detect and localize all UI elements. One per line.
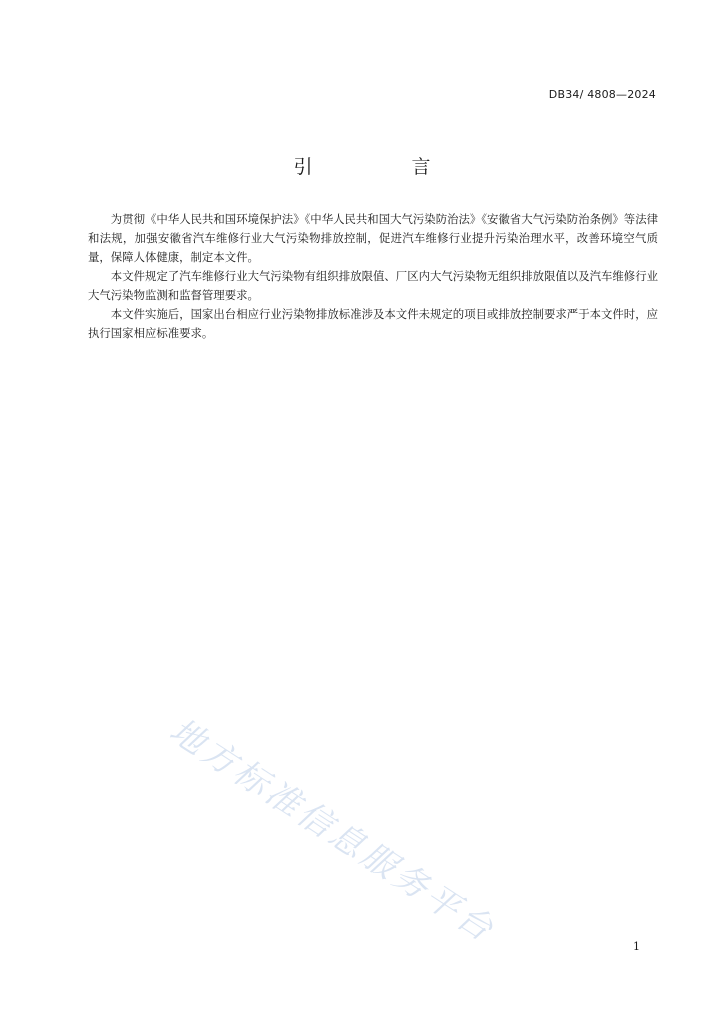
watermark: 地方标准信息服务平台 xyxy=(162,710,503,952)
paragraph-1: 为贯彻《中华人民共和国环境保护法》《中华人民共和国大气污染防治法》《安徽省大气污染防治条例》等法律和法规，加强安徽省汽车维修行业大气污染物排放控制，促进汽车维修行业提升污染治理水平，改善环境空气质量，保障人体健康，制定本文件。 xyxy=(88,212,658,264)
paragraph-3: 本文件实施后，国家出台相应行业污染物排放标准涉及本文件未规定的项目或排放控制要求严于本文件时，应执行国家相应标准要求。 xyxy=(88,307,658,340)
document-code: DB34/ 4808—2024 xyxy=(548,88,656,101)
section-title: 引 言 xyxy=(293,156,471,178)
paragraph-2: 本文件规定了汽车维修行业大气污染物有组织排放限值、厂区内大气污染物无组织排放限值以及汽车维修行业大气污染物监测和监督管理要求。 xyxy=(88,269,658,302)
page-number: 1 xyxy=(633,940,640,953)
body-text xyxy=(88,210,658,343)
